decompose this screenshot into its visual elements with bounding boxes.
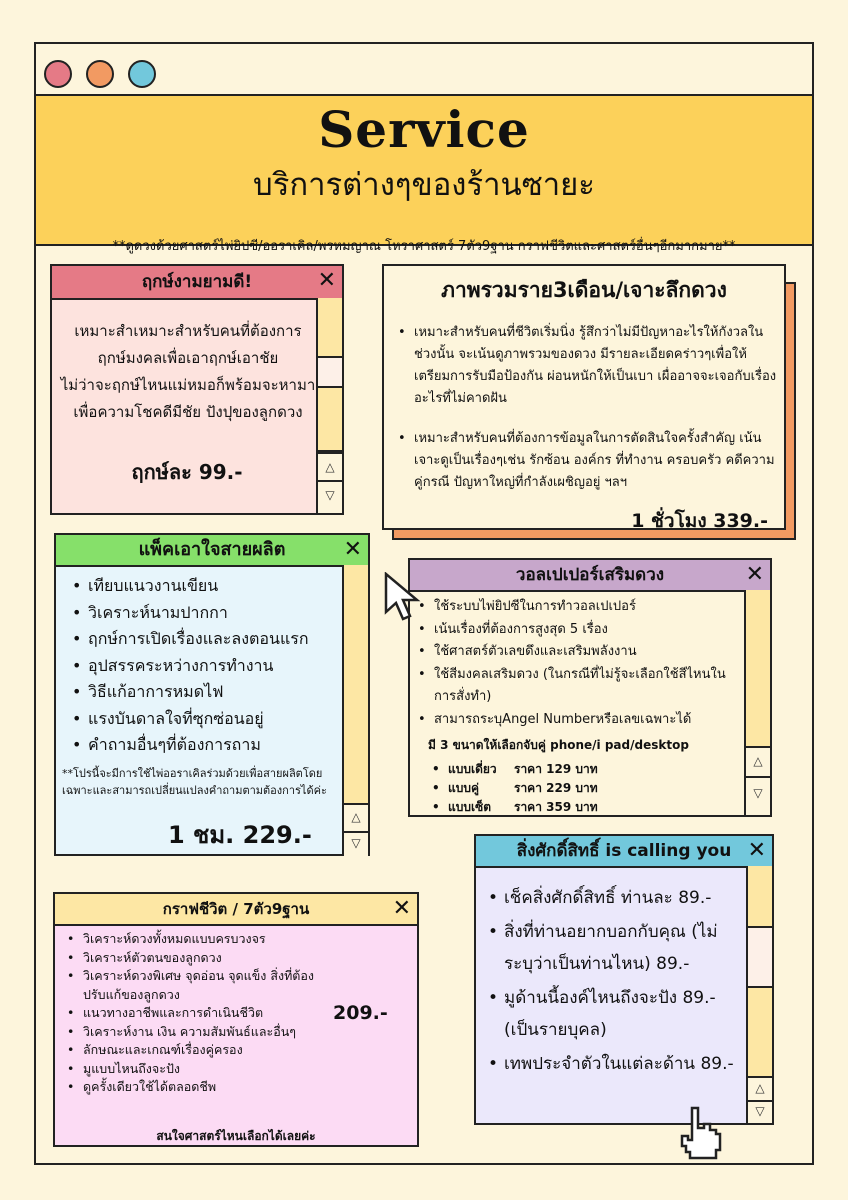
size-name: แบบเซ็ต — [448, 800, 492, 814]
list-item: • เหมาะสำหรับคนที่ต้องการข้อมูลในการตัดสินใจครั้งสำคัญ เน้นเจาะดูเป็นเรื่องๆเช่น รักซ้อน องค์กร ที่ทำงาน ครอบครัว คดีความ คู่กรณี ปัญหาใหญ่ที่กำลังเผชิญอยู่ ฯลฯ — [414, 428, 778, 494]
scroll-up-button[interactable] — [748, 1078, 772, 1102]
wallpaper-window — [408, 558, 772, 817]
size-price: ราคา 229 บาท — [514, 781, 598, 795]
scroll-down-icon: ▽ — [351, 836, 361, 850]
auspicious-window — [50, 264, 344, 515]
overview-price: 1 ชั่วโมง 339.- — [631, 510, 768, 532]
list-item: • ดูครั้งเดียวใช้ได้ตลอดชีพ — [83, 1078, 383, 1097]
list-item: • วิเคราะห์ตัวตนของลูกดวง — [83, 949, 383, 968]
close-icon[interactable]: ✕ — [392, 896, 411, 921]
scroll-down-icon: ▽ — [755, 1104, 765, 1118]
writer-pack-title: แพ็คเอาใจสายผลิต — [138, 539, 286, 560]
scroll-up-icon: △ — [351, 810, 361, 824]
window-dot-red — [44, 60, 72, 88]
size-price: ราคา 129 บาท — [514, 762, 598, 776]
writer-pack-list — [88, 573, 348, 759]
close-icon[interactable]: ✕ — [317, 268, 336, 293]
page-title: Service — [318, 100, 530, 159]
list-item: • แรงบันดาลใจที่ซุกซ่อนอยู่ — [88, 706, 348, 733]
life-graph-title: กราฟชีวิต / 7ตัว9ฐาน — [162, 900, 310, 918]
list-item: • วิธีแก้อาการหมดไฟ — [88, 679, 348, 706]
overview-title: ภาพรวมราย3เดือน/เจาะลึกดวง — [441, 278, 727, 302]
scroll-up-icon: △ — [325, 460, 335, 474]
scroll-up-icon: △ — [753, 754, 763, 768]
text-line: ฤกษ์มงคลเพื่อเอาฤกษ์เอาชัย — [97, 349, 279, 367]
life-graph-price: 209.- — [333, 1002, 388, 1024]
window-dot-blue — [128, 60, 156, 88]
writer-pack-price: 1 ชม. 229.- — [168, 821, 312, 849]
list-item: • เทพประจำตัวในแต่ละด้าน 89.- — [504, 1048, 744, 1080]
list-item: • ใช้ระบบไพ่ยิปซีในการทำวอลเปเปอร์ — [434, 596, 746, 619]
list-item: • เทียบแนวงานเขียน — [88, 573, 348, 600]
wallpaper-sizes — [428, 736, 748, 817]
size-name: แบบคู่ — [448, 781, 479, 795]
life-graph-window — [53, 892, 419, 1147]
scrollbar-segment — [748, 988, 772, 1078]
auspicious-description — [58, 318, 318, 426]
hand-cursor-icon — [678, 1104, 724, 1162]
text-line: ไม่ว่าจะฤกษ์ไหนแม่หมอก็พร้อมจะหามา — [60, 376, 316, 394]
list-item: • อุปสรรคระหว่างการทำงาน — [88, 653, 348, 680]
list-item: • ใช้สีมงคลเสริมดวง (ในกรณีที่ไม่รู้จะเลือกใช้สีไหนในการสั่งทำ) — [434, 664, 746, 709]
scroll-up-button[interactable] — [344, 805, 368, 833]
sacred-list — [504, 882, 744, 1082]
list-item: • แนวทางอาชีพและการดำเนินชีวิต — [83, 1004, 383, 1023]
list-item: • ใช้ศาสตร์ตัวเลขดึงและเสริมพลังงาน — [434, 641, 746, 664]
life-graph-footer: สนใจศาสตร์ไหนเลือกได้เลยค่ะ — [156, 1129, 316, 1143]
arrow-cursor-icon — [384, 572, 424, 624]
wallpaper-title-bar — [410, 560, 770, 592]
list-item: • มูแบบไหนถึงจะปัง — [83, 1060, 383, 1079]
scrollbar-thumb[interactable] — [318, 358, 342, 388]
auspicious-price: ฤกษ์ละ 99.- — [131, 460, 243, 484]
scrollbar-thumb[interactable] — [748, 928, 772, 988]
scrollbar-track — [746, 590, 770, 748]
scroll-down-button[interactable] — [748, 1102, 772, 1123]
size-name: แบบเดี่ยว — [448, 762, 497, 776]
list-item: • วิเคราะห์นามปากกา — [88, 600, 348, 627]
scrollbar-segment — [318, 388, 342, 452]
list-item: • ฤกษ์การเปิดเรื่องและลงตอนแรก — [88, 626, 348, 653]
list-item: • เน้นเรื่องที่ต้องการสูงสุด 5 เรื่อง — [434, 619, 746, 642]
writer-pack-title-bar — [56, 535, 368, 567]
size-option — [428, 760, 748, 779]
list-item: • วิเคราะห์ดวงพิเศษ จุดอ่อน จุดแข็ง สิ่งที่ต้องปรับแก้ของลูกดวง — [83, 967, 323, 1004]
close-icon[interactable]: ✕ — [343, 537, 362, 562]
list-item: • วิเคราะห์ดวงทั้งหมดแบบครบวงจร — [83, 930, 383, 949]
list-item: • เช็คสิ่งศักดิ์สิทธิ์ ท่านละ 89.- — [504, 882, 744, 914]
writer-pack-note: **โปรนี้จะมีการใช้ไพ่ออราเคิลร่วมด้วยเพื่อสายผลิตโดยเฉพาะและสามารถเปลี่ยนแปลงคำถามตามต้องการได้ค่ะ — [62, 767, 327, 797]
text-line: เหมาะสำเหมาะสำหรับคนที่ต้องการ — [74, 322, 302, 340]
sizes-heading: มี 3 ขนาดให้เลือกจับคู่ phone/i pad/desktop — [428, 738, 689, 752]
text-line: เพื่อความโชคดีมีชัย ปังปุของลูกดวง — [73, 403, 303, 421]
overview-list — [414, 322, 778, 512]
life-graph-title-bar — [55, 894, 417, 926]
auspicious-title: ฤกษ์งามยามดี! — [141, 272, 253, 292]
header-banner — [34, 94, 814, 254]
header-note: **ดูดวงด้วยศาสตร์ไพ่ยิปซี/ออราเคิล/พรหมญาณ โหราศาสตร์ 7ตัว9ฐาน กราฟชีวิตและศาสตร์อื่นๆอีกมากมาย** — [112, 239, 736, 254]
wallpaper-list — [434, 596, 746, 731]
wallpaper-title: วอลเปเปอร์เสริมดวง — [515, 565, 665, 585]
size-price: ราคา 359 บาท — [514, 800, 598, 814]
scroll-up-icon: △ — [755, 1081, 765, 1095]
scrollbar-segment — [318, 298, 342, 358]
close-icon[interactable]: ✕ — [745, 562, 764, 587]
list-item: • สามารถระบุAngel Numberหรือเลขเฉพาะได้ — [434, 709, 746, 732]
scrollbar-segment — [748, 866, 772, 928]
scroll-down-icon: ▽ — [325, 488, 335, 502]
scroll-down-button[interactable] — [746, 778, 770, 815]
sacred-window — [474, 834, 774, 1125]
scroll-up-button[interactable] — [746, 748, 770, 778]
sacred-title: สิ่งศักดิ์สิทธิ์ is calling you — [516, 841, 732, 861]
auspicious-title-bar — [52, 266, 342, 300]
scroll-down-button[interactable] — [344, 833, 368, 856]
list-item: • สิ่งที่ท่านอยากบอกกับคุณ (ไม่ระบุว่าเป็นท่านไหน) 89.- — [504, 916, 744, 980]
writer-pack-window — [54, 533, 370, 856]
list-item: • คำถามอื่นๆที่ต้องการถาม — [88, 732, 348, 759]
scroll-down-icon: ▽ — [753, 786, 763, 800]
list-item: • มูด้านนี้องค์ไหนถึงจะปัง 89.- (เป็นรายบุคล) — [504, 982, 744, 1046]
sacred-title-bar — [476, 836, 772, 868]
overview-window — [382, 264, 786, 530]
size-option — [428, 798, 748, 817]
list-item: • เหมาะสำหรับคนที่ชีวิตเริ่มนิ่ง รู้สึกว่าไม่มีปัญหาอะไรให้กังวลในช่วงนั้น จะเน้นดูภาพรวมของดวง มีรายละเอียดคร่าวๆเพื่อให้เตรียมการรับมือป้องกัน ผ่อนหนักให้เป็นเบา เผื่ออาจจะเจอกับเรื่องอะไรที่ไม่คาดฝัน — [414, 322, 778, 410]
window-dot-orange — [86, 60, 114, 88]
size-option — [428, 779, 748, 798]
page-subtitle: บริการต่างๆของร้านซายะ — [253, 167, 595, 203]
scrollbar[interactable] — [746, 866, 772, 1123]
list-item: • วิเคราะห์งาน เงิน ความสัมพันธ์และอื่นๆ — [83, 1023, 383, 1042]
list-item: • ลักษณะและเกณฑ์เรื่องคู่ครอง — [83, 1041, 383, 1060]
close-icon[interactable]: ✕ — [747, 838, 766, 863]
